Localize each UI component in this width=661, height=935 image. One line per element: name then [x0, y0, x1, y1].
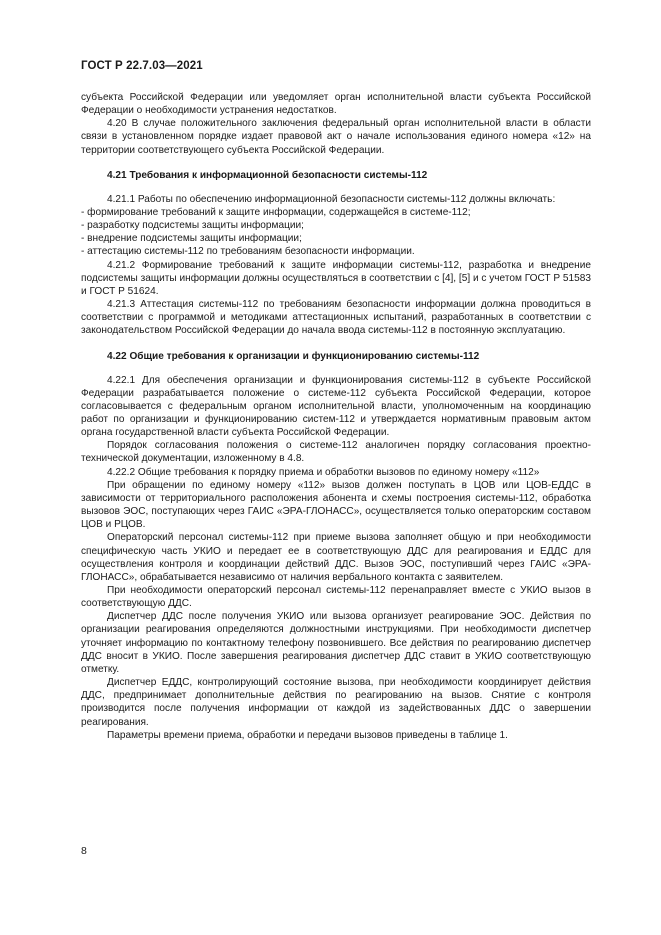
- list-item: - разработку подсистемы защиты информации;: [81, 220, 304, 232]
- paragraph: Порядок согласования положения о системе-112 аналогичен порядку согласования проектно-технической документации, изложенному в 4.8.: [81, 440, 591, 465]
- document-body: [81, 91, 591, 742]
- list-item: - аттестацию системы-112 по требованиям безопасности информации.: [81, 246, 415, 258]
- list-item: - внедрение подсистемы защиты информации;: [81, 233, 302, 245]
- paragraph: Параметры времени приема, обработки и передачи вызовов приведены в таблице 1.: [107, 729, 508, 741]
- paragraph: При необходимости операторский персонал системы-112 перенаправляет вместе с УКИО вызов в соответствующую ДДС.: [81, 585, 591, 610]
- paragraph: 4.22.2 Общие требования к порядку приема и обработки вызовов по единому номеру «112»: [107, 466, 540, 478]
- page-number: 8: [81, 845, 87, 857]
- paragraph: 4.21.3 Аттестация системы-112 по требованиям безопасности информации должна проводиться в соответствии с программой и методиками аттестационных испытаний, разработанных в соответствии с законодательством Российской Федерации до начала ввода системы-112 в постоянную эксплуатацию.: [81, 299, 591, 337]
- paragraph: Диспетчер ЕДДС, контролирующий состояние вызова, при необходимости координирует действия ДДС, предпринимает дополнительные действия по реагированию на вызов. Снятие с контроля производится после получения информации от каждой из задействованных ДДС о завершении реагирования.: [81, 677, 591, 728]
- paragraph: Операторский персонал системы-112 при приеме вызова заполняет общую и при необходимости специфическую часть УКИО и передает ее в соответствующую ДДС для реагирования и ЕДДС для осуществления контроля и координации действий ДДС. Вызов ЭОС, поступивший через ГАИС «ЭРА-ГЛОНАСС», обрабатывается независимо от наличия вербального контакта с заявителем.: [81, 532, 591, 583]
- paragraph: Диспетчер ДДС после получения УКИО или вызова организует реагирование ЭОС. Действия по организации реагирования определяются должностными инструкциями. При необходимости диспетчер уточняет информацию по контактному телефону позвонившего. Все действия по реагированию диспетчер ДДС вносит в УКИО. После завершения реагирования диспетчер ДДС ставит в УКИО соответствующую отметку.: [81, 611, 591, 675]
- paragraph: 4.20 В случае положительного заключения федеральный орган исполнительной власти в области связи в установленном порядке издает правовой акт о начале использования единого номера «12» на территории соответствующего субъекта Российской Федерации.: [81, 118, 591, 156]
- section-heading: 4.21 Требования к информационной безопасности системы-112: [107, 169, 428, 181]
- paragraph: субъекта Российской Федерации или уведомляет орган исполнительной власти субъекта Российской Федерации о необходимости устранения недостатков.: [81, 92, 591, 117]
- paragraph: 4.21.2 Формирование требований к защите информации системы-112, разработка и внедрение подсистемы защиты информации должны осуществляться в соответствии с [4], [5] и с учетом ГОСТ Р 51583 и ГОСТ Р 51624.: [81, 259, 591, 297]
- paragraph: 4.21.1 Работы по обеспечению информационной безопасности системы-112 должны включать:: [107, 193, 556, 205]
- paragraph: При обращении по единому номеру «112» вызов должен поступать в ЦОВ или ЦОВ-ЕДДС в зависимости от территориального расположения абонента и схемы построения системы-112, обработка вызовов ЭОС, поступающих через ГАИС «ЭРА-ГЛОНАСС», осуществляется только операторским составом ЦОВ и РЦОВ.: [81, 479, 591, 531]
- section-heading: 4.22 Общие требования к организации и функционированию системы-112: [107, 350, 480, 362]
- paragraph: 4.22.1 Для обеспечения организации и функционирования системы-112 в субъекте Российской Федерации разрабатывается положение о системе-112 субъекта Российской Федерации, которое согласовывается с федеральным органом исполнительной власти, уполномоченным на координацию работ по организации и функционированию систем-112 и утверждается нормативным правовым актом органа государственной власти субъекта Российской Федерации.: [81, 374, 591, 439]
- document-header: ГОСТ Р 22.7.03—2021: [81, 60, 203, 72]
- list-item: - формирование требований к защите информации, содержащейся в системе-112;: [81, 206, 471, 218]
